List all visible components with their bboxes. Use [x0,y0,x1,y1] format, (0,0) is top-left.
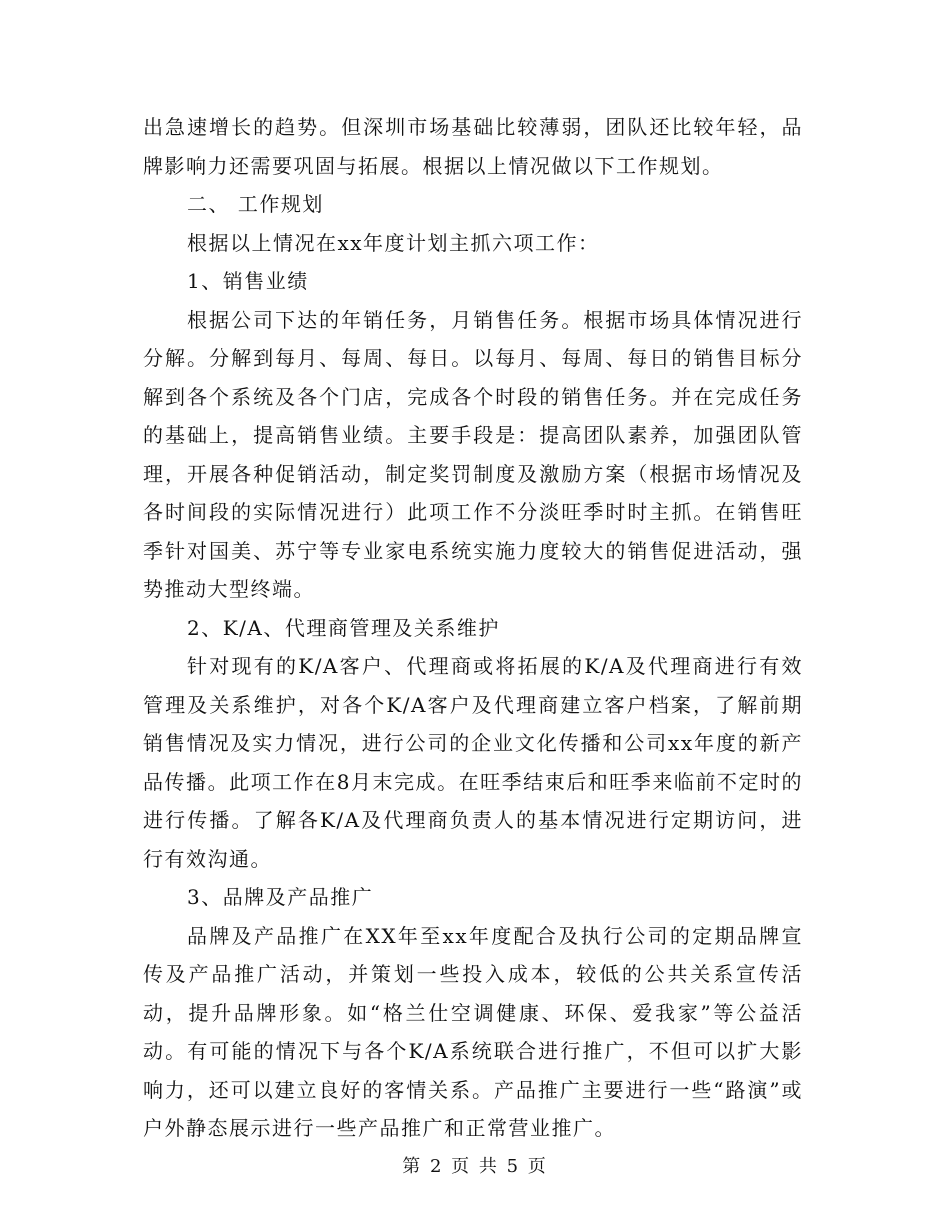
page-footer [0,1152,950,1178]
section-heading-work-plan: 二、 工作规划 [187,192,324,216]
paragraph-continuation: 出急速增长的趋势。但深圳市场基础比较薄弱，团队还比较年轻，品牌影响力还需要巩固与拓展。根据以上情况做以下工作规划。 [143,115,803,178]
subheading-ka-agent-management: 2、K/A、代理商管理及关系维护 [187,615,500,640]
subheading-sales-performance: 1、销售业绩 [187,269,309,293]
paragraph-intro: 根据以上情况在xx年度计划主抓六项工作： [187,230,600,255]
document-body [143,108,803,1148]
paragraph-brand-promotion: 品牌及产品推广在XX年至xx年度配合及执行公司的定期品牌宣传及产品推广活动，并策划一些投入成本，较低的公共关系宣传活动，提升品牌形象。如“格兰仕空调健康、环保、爱我家”等公益活动。有可能的情况下与各个K/A系统联合进行推广，不但可以扩大影响力，还可以建立良好的客情关系。产品推广主要进行一些“路演”或户外静态展示进行一些产品推广和正常营业推广。 [143,923,803,1140]
paragraph-sales-performance: 根据公司下达的年销任务，月销售任务。根据市场具体情况进行分解。分解到每月、每周、每日。以每月、每周、每日的销售目标分解到各个系统及各个门店，完成各个时段的销售任务。并在完成任务的基础上，提高销售业绩。主要手段是：提高团队素养，加强团队管理，开展各种促销活动，制定奖罚制度及激励方案（根据市场情况及各时间段的实际情况进行）此项工作不分淡旺季时时主抓。在销售旺季针对国美、苏宁等专业家电系统实施力度较大的销售促进活动，强势推动大型终端。 [143,307,803,601]
page-number-label: 第 2 页 共 5 页 [402,1156,548,1177]
paragraph-ka-agent-management: 针对现有的K/A客户、代理商或将拓展的K/A及代理商进行有效管理及关系维护，对各个K/A客户及代理商建立客户档案，了解前期销售情况及实力情况，进行公司的企业文化传播和公司xx年度的新产品传播。此项工作在8月末完成。在旺季结束后和旺季来临前不定时的进行传播。了解各K/A及代理商负责人的基本情况进行定期访问，进行有效沟通。 [143,654,803,871]
subheading-brand-promotion: 3、品牌及产品推广 [187,885,374,909]
